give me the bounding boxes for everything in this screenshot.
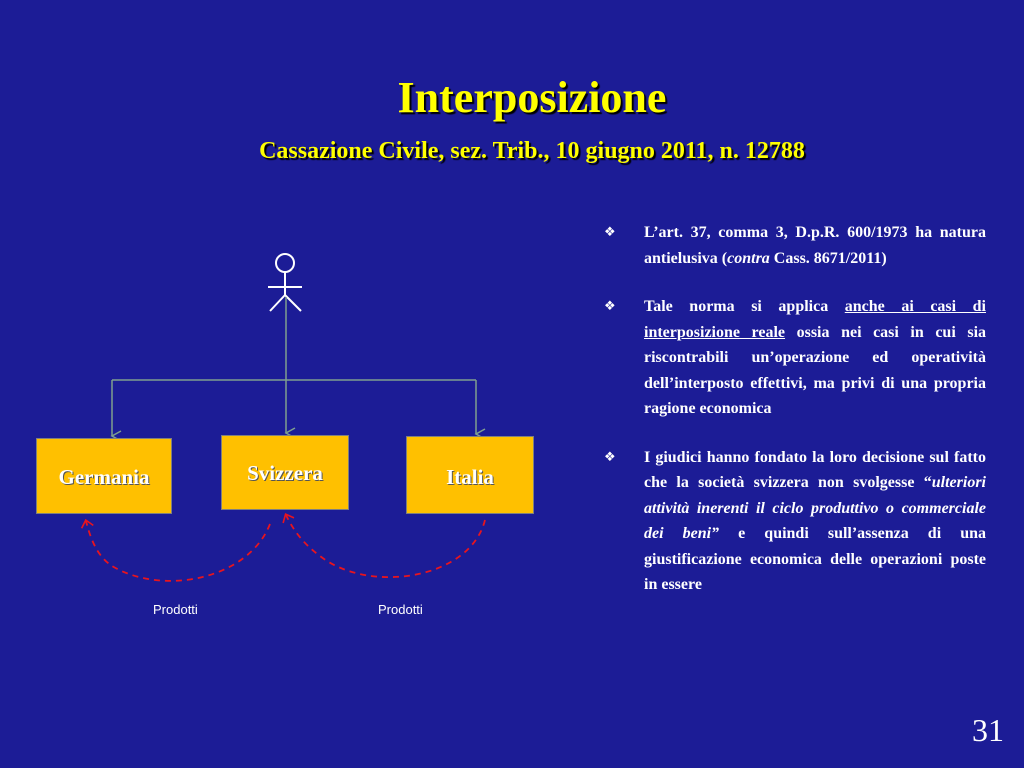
bullet-text-part: Cass. 8671/2011): [769, 249, 887, 267]
diamond-bullet-icon: ❖: [604, 225, 616, 240]
bullet-text-italic: ulteriori attività inerenti il ciclo produttivo o commerciale dei beni”: [644, 474, 986, 542]
germany-label: Germania: [58, 465, 150, 489]
bullet-text-part: Tale norma si applica: [644, 298, 845, 315]
bullet-text-part: e quindi sull’assenza di una giustificazione economica delle operazioni poste in essere: [644, 525, 986, 593]
flow-label-products-2: Prodotti: [378, 602, 423, 617]
slide-title: Interposizione: [397, 73, 667, 122]
ownership-connectors: [112, 297, 476, 436]
slide-number: 31: [972, 712, 1004, 748]
product-flow-arrow-switzerland-germany: [86, 521, 270, 581]
italy-label: Italia: [446, 465, 494, 489]
bullet-text-part: ossia nei casi in cui sia riscontrabili un’operazione ed operatività dell’interposto effettivi, ma privi di una propria ragione economica: [644, 323, 987, 417]
diamond-bullet-icon: ❖: [604, 299, 616, 314]
bullet-list: [604, 220, 986, 621]
bullet-text-part: L’art. 37, comma 3, D.p.R. 600/1973 ha natura antielusiva (: [644, 224, 986, 267]
switzerland-label: Svizzera: [247, 461, 323, 485]
person-icon: [268, 254, 302, 311]
bullet-item-art37: [604, 220, 986, 271]
flow-label-products-1: Prodotti: [153, 602, 198, 617]
slide-subtitle: Cassazione Civile, sez. Trib., 10 giugno 2011, n. 12788: [259, 138, 805, 164]
diamond-bullet-icon: ❖: [604, 449, 616, 465]
product-flow-arrow-italy-switzerland: [286, 515, 485, 577]
bullet-text-italic: contra: [727, 249, 770, 267]
switzerland-box: [221, 435, 349, 510]
bullet-item-judges: [604, 445, 986, 598]
bullet-text-part: I giudici hanno fondato la loro decisione sul fatto che la società svizzera non svolgesse “: [644, 448, 986, 491]
bullet-text-underlined: anche ai casi di interposizione reale: [644, 298, 986, 341]
bullet-text: [644, 220, 986, 271]
bullet-text: [644, 294, 986, 422]
germany-box: [36, 438, 172, 514]
bullet-item-applies: [604, 294, 986, 422]
italy-box: [406, 436, 534, 514]
bullet-text: [644, 445, 986, 598]
